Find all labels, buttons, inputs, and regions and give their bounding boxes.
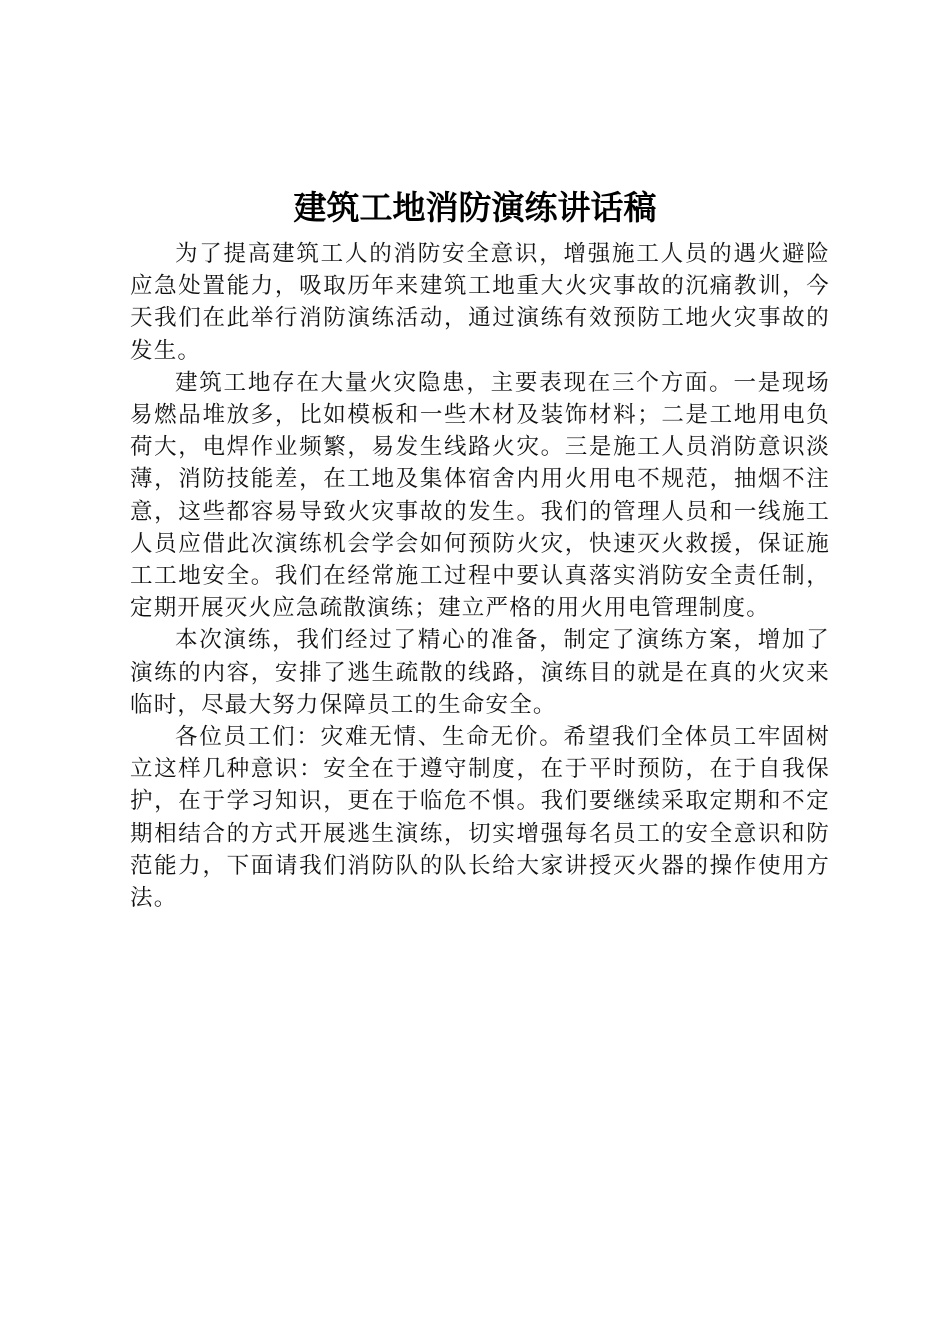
paragraph-4: 各位员工们：灾难无情、生命无价。希望我们全体员工牢固树立这样几种意识：安全在于遵守制度，在于平时预防，在于自我保护，在于学习知识，更在于临危不惧。我们要继续采取定期和不定期相结合的方式开展逃生演练，切实增强每名员工的安全意识和防范能力，下面请我们消防队的队长给大家讲授灭火器的操作使用方法。: [130, 724, 830, 912]
document-body: [130, 238, 830, 914]
paragraph-3: 本次演练，我们经过了精心的准备，制定了演练方案，增加了演练的内容，安排了逃生疏散的线路，演练目的就是在真的火灾来临时，尽最大努力保障员工的生命安全。: [130, 627, 830, 718]
document-title: 建筑工地消防演练讲话稿: [293, 188, 657, 227]
paragraph-2: 建筑工地存在大量火灾隐患，主要表现在三个方面。一是现场易燃品堆放多，比如模板和一些木材及装饰材料；二是工地用电负荷大，电焊作业频繁，易发生线路火灾。三是施工人员消防意识淡薄，消防技能差，在工地及集体宿舍内用火用电不规范，抽烟不注意，这些都容易导致火灾事故的发生。我们的管理人员和一线施工人员应借此次演练机会学会如何预防火灾，快速灭火救援，保证施工工地安全。我们在经常施工过程中要认真落实消防安全责任制，定期开展灭火应急疏散演练；建立严格的用火用电管理制度。: [130, 369, 830, 622]
paragraph-1: 为了提高建筑工人的消防安全意识，增强施工人员的遇火避险应急处置能力，吸取历年来建筑工地重大火灾事故的沉痛教训，今天我们在此举行消防演练活动，通过演练有效预防工地火灾事故的发生。: [130, 241, 830, 364]
